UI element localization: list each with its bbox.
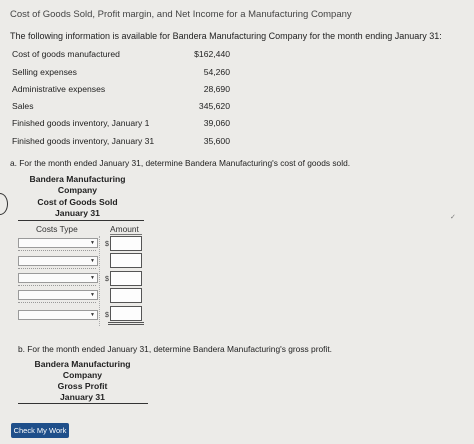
dollar-sign-1: $ [105,241,109,248]
amount-header-rule [110,234,142,235]
info-value-cogm: $162,440 [194,49,230,59]
row-separator-3 [18,285,96,286]
col-costs-type: Costs Type [36,224,78,234]
row-separator-1 [18,250,96,251]
amount-input-3[interactable] [110,271,142,286]
part-a-question: a. For the month ended January 31, determine Bandera Manufacturing's cost of goods sold. [10,158,351,168]
info-value-fg-jan31: 35,600 [203,136,230,146]
row-separator-4 [18,302,96,303]
amount-input-1[interactable] [110,236,142,251]
cost-type-select-3[interactable] [18,273,98,283]
info-label-sales: Sales [12,101,34,111]
col-amount: Amount [110,224,139,234]
page-title: Cost of Goods Sold, Profit margin, and Net Income for a Manufacturing Company [10,9,352,20]
part-b-date: January 31 [60,392,105,402]
amount-input-2[interactable] [110,253,142,268]
cursor-mark: ✓ [450,214,456,221]
cost-type-select-1[interactable] [18,238,98,248]
cost-type-select-2[interactable] [18,256,98,266]
dollar-sign-5: $ [105,312,109,319]
part-b-header-rule [18,403,148,404]
info-label-admin: Administrative expenses [12,84,106,94]
chevron-down-icon: ▼ [90,240,95,246]
part-a-company-line2: Company [57,185,98,195]
part-a-header-rule [18,220,144,221]
row-separator-2 [18,268,96,269]
info-value-sales: 345,620 [198,101,230,111]
cost-type-select-5[interactable] [18,310,98,320]
part-a-statement: Cost of Goods Sold [37,197,118,207]
cost-type-select-4[interactable] [18,290,98,300]
part-a-company-line1: Bandera Manufacturing [29,174,126,184]
chevron-down-icon: ▼ [90,275,95,281]
part-a-date: January 31 [55,208,100,218]
info-value-admin: 28,690 [203,84,230,94]
chevron-down-icon: ▼ [90,258,95,264]
column-divider [99,236,100,326]
info-label-cogm: Cost of goods manufactured [12,49,120,59]
intro-text: The following information is available for Bandera Manufacturing Company for the month ending January 31: [10,31,442,41]
dollar-sign-3: $ [105,276,109,283]
info-value-fg-jan1: 39,060 [203,118,230,128]
info-value-selling: 54,260 [203,67,230,77]
part-b-company-line2: Company [62,370,103,380]
chevron-down-icon: ▼ [90,312,95,318]
part-b-question: b. For the month ended January 31, determine Bandera Manufacturing's gross profit. [18,344,332,354]
scroll-arc [0,193,8,215]
amount-input-4[interactable] [110,288,142,303]
amount-input-5[interactable] [110,306,142,321]
check-my-work-button[interactable]: Check My Work [11,423,69,438]
info-label-fg-jan1: Finished goods inventory, January 1 [12,118,150,128]
info-label-selling: Selling expenses [12,67,77,77]
total-double-rule-top [108,322,144,323]
part-b-statement: Gross Profit [57,381,108,391]
chevron-down-icon: ▼ [90,292,95,298]
info-label-fg-jan31: Finished goods inventory, January 31 [12,136,155,146]
total-double-rule-bottom [108,324,144,325]
part-b-company-line1: Bandera Manufacturing [34,359,131,369]
